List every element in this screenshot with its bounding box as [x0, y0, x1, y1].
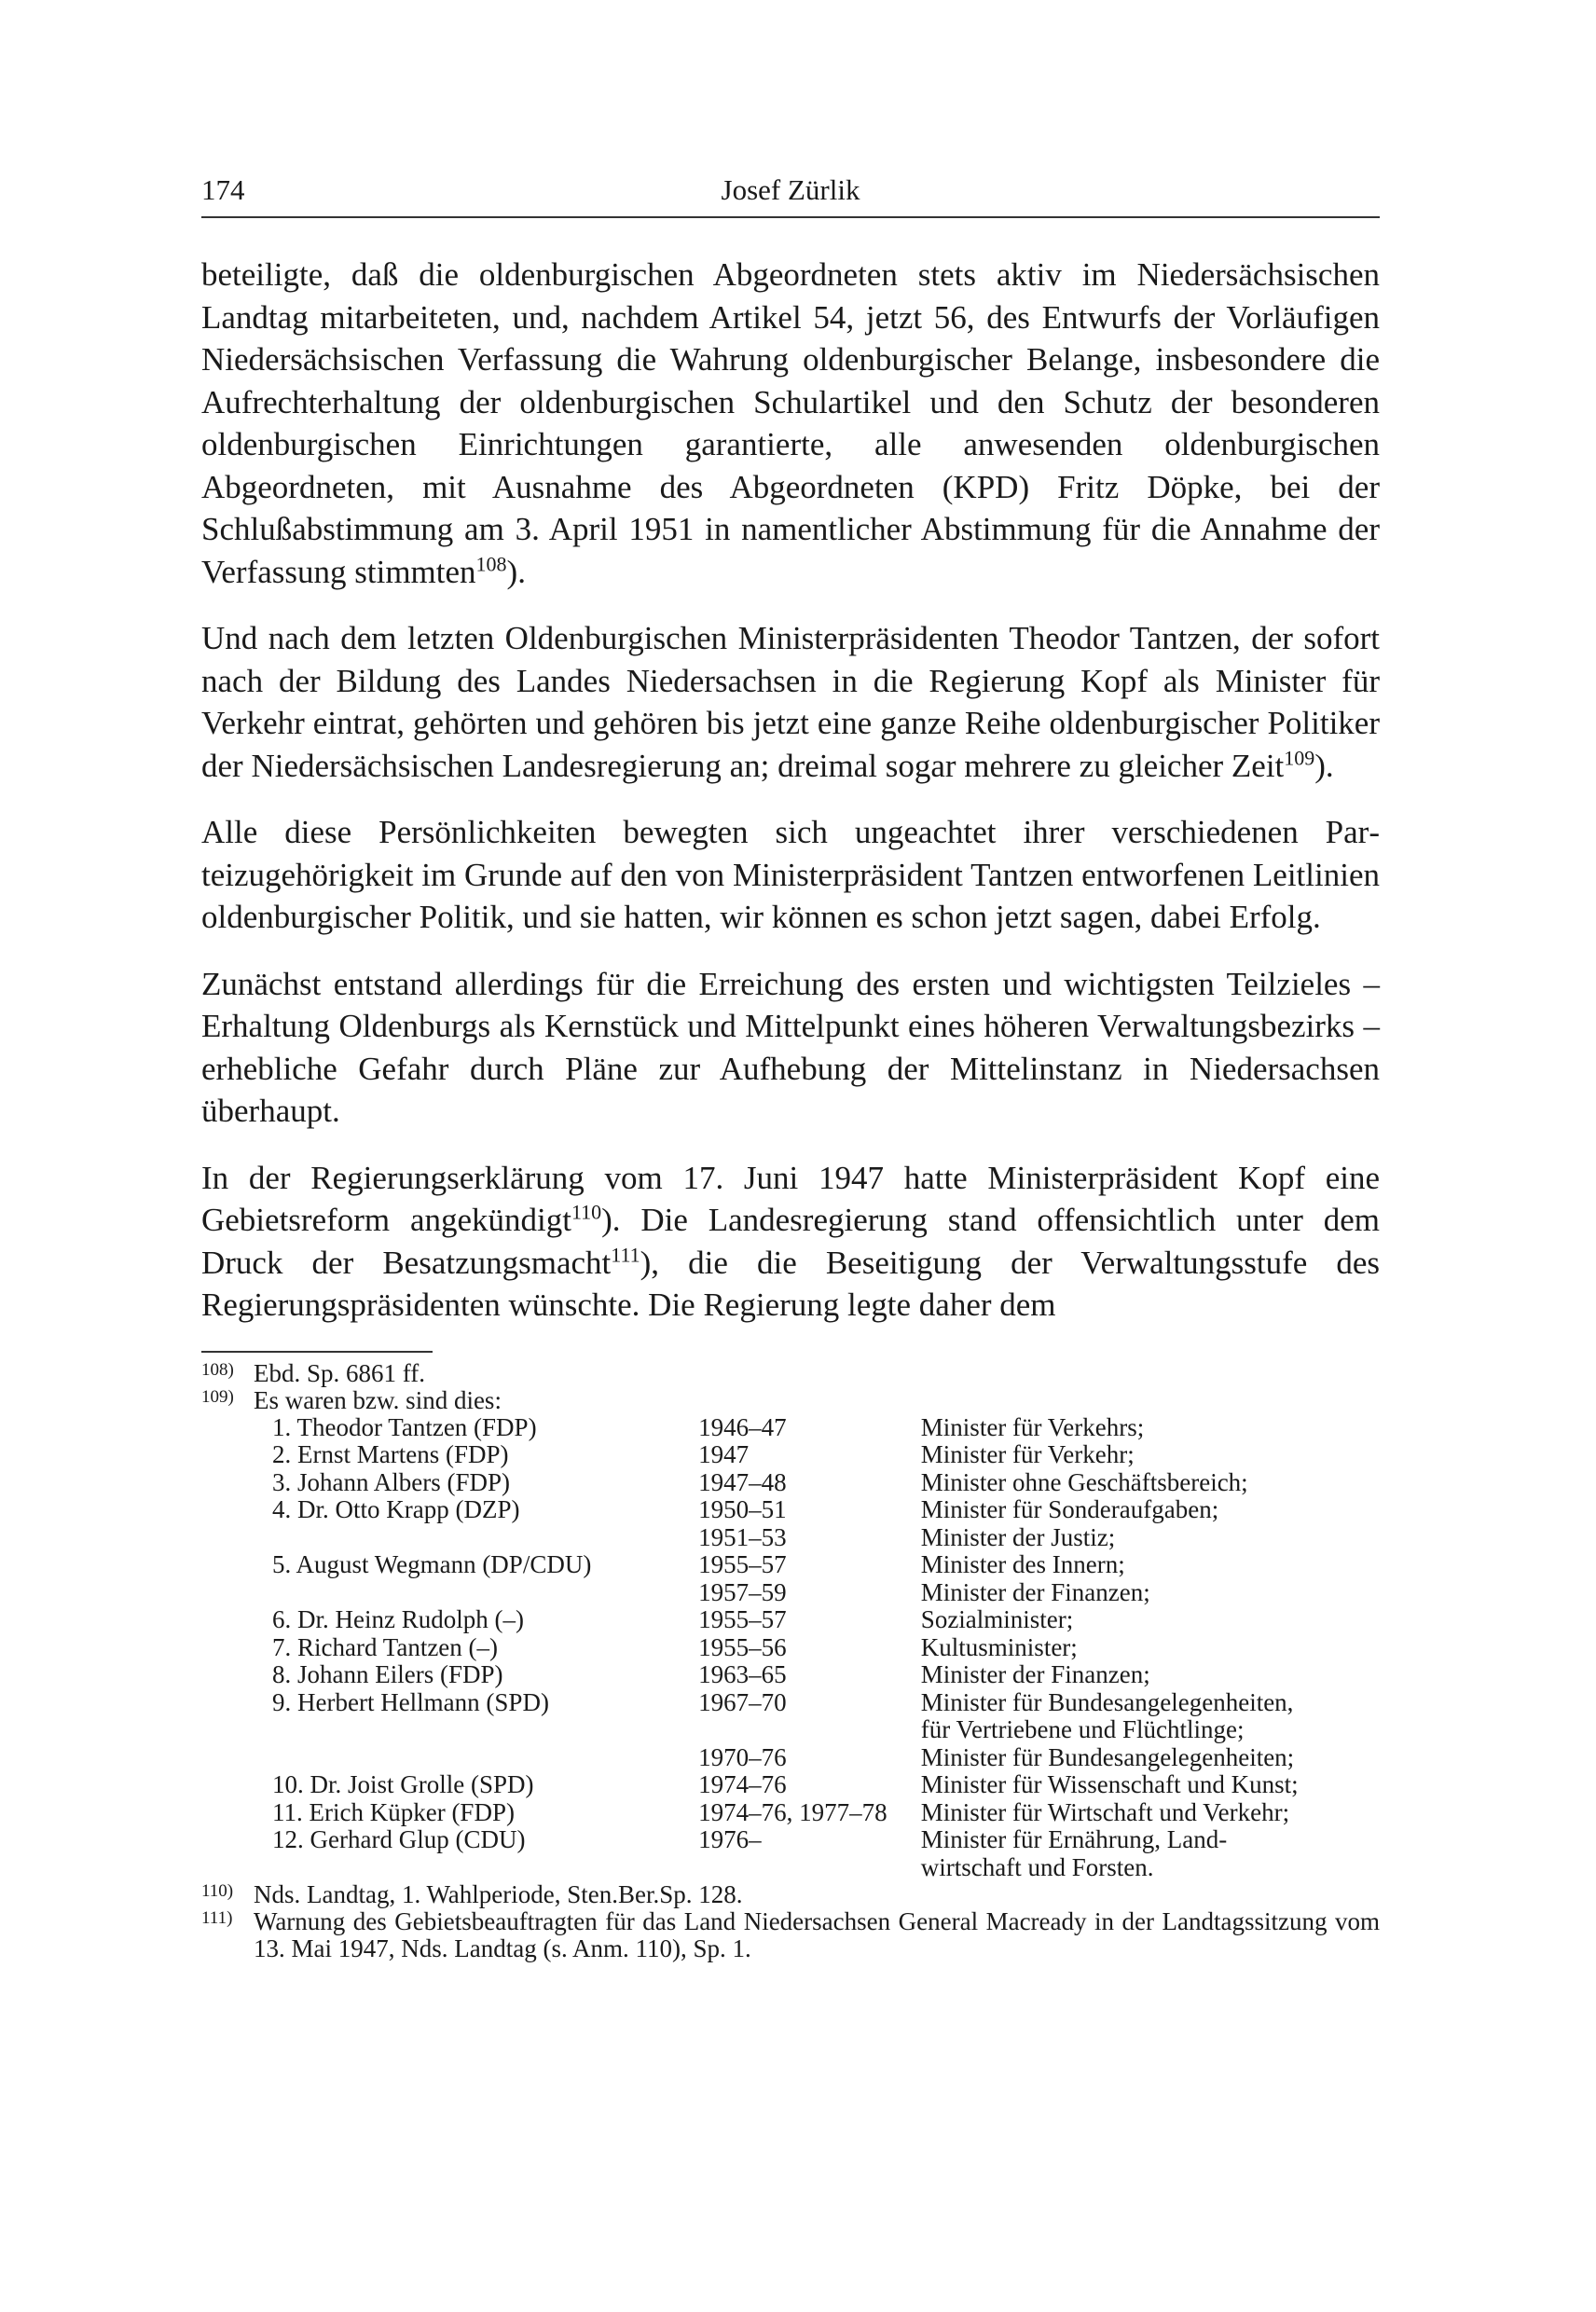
minister-name: 3. Johann Albers (FDP) [272, 1467, 510, 1496]
table-row [272, 1771, 1380, 1799]
table-row [272, 1689, 1380, 1717]
footnote-111: 111) Warnung des Gebietsbeauftragten für das Land Niedersachsen General Macready in der Landtagssitzung vom 13. Mai 1947, Nds. Landtag (s. Anm. 110), Sp. 1. [201, 1907, 1380, 1962]
footnote-ref-108[interactable]: 108 [475, 551, 507, 575]
minister-name: 9. Herbert Hellmann (SPD) [272, 1687, 549, 1716]
minister-years: 1974–76 [698, 1770, 787, 1798]
table-row [272, 1551, 1380, 1579]
minister-name: 8. Johann Eilers (FDP) [272, 1660, 503, 1688]
footnote-110: 110) Nds. Landtag, 1. Wahlperiode, Sten.Ber.Sp. 128. [201, 1880, 743, 1908]
table-row [272, 1606, 1380, 1634]
minister-office: Minister der Justiz; [920, 1522, 1116, 1551]
paragraph-3: Alle diese Persönlichkeiten bewegten sich ungeachtet ihrer verschiedenen Parteizugehörigkeit im Grunde auf den von Ministerpräsident Tantzen entworfenen Leitlinien oldenburgischer Politik, und sie hatten, wir können es schon jetzt sagen, dabei Erfolg. [201, 814, 1380, 935]
minister-years: 1955–56 [698, 1632, 787, 1661]
minister-name [272, 1579, 698, 1607]
minister-years: 1955–57 [698, 1605, 787, 1633]
minister-office: Minister des Innern; [920, 1550, 1125, 1578]
table-row [272, 1496, 1380, 1524]
footnote-ref-110[interactable]: 110 [571, 1200, 602, 1224]
body-text [201, 254, 1380, 1327]
minister-years: 1963–65 [698, 1660, 787, 1688]
minister-office: Minister für Ernährung, Land- [920, 1825, 1228, 1853]
minister-name [272, 1854, 698, 1882]
footnote-mark: 108) [201, 1359, 234, 1380]
table-row [272, 1579, 1380, 1607]
footnote-mark: 110) [201, 1881, 234, 1901]
minister-name [272, 1744, 698, 1772]
minister-office: für Vertriebene und Flüchtlinge; [920, 1715, 1245, 1743]
minister-office: Kultusminister; [920, 1632, 1078, 1661]
minister-name: 5. August Wegmann (DP/CDU) [272, 1550, 592, 1578]
minister-years: 1951–53 [698, 1522, 787, 1551]
minister-office: Minister für Sonderaufgaben; [920, 1495, 1219, 1523]
minister-office: Minister der Finanzen; [920, 1660, 1150, 1688]
paragraph-2: Und nach dem letzten Oldenburgischen Ministerpräsidenten Theodor Tantzen, der sofort nach der Bildung des Landes Niedersachsen in die Regierung Kopf als Minister für Verkehr eintrat, gehörten und gehören bis jetzt eine ganze Reihe oldenburgischer Politiker der Niedersächsischen Landesregierung an; dreimal sogar mehrere zu gleicher Zeit$^{109}$). [201, 620, 1380, 784]
table-row [272, 1799, 1380, 1827]
footnotes [201, 1360, 1380, 1963]
minister-name: 4. Dr. Otto Krapp (DZP) [272, 1495, 520, 1523]
minister-name: 1. Theodor Tantzen (FDP) [272, 1412, 537, 1441]
running-head [201, 164, 1380, 218]
minister-office: Minister für Wirtschaft und Verkehr; [920, 1797, 1290, 1826]
table-row [272, 1826, 1380, 1854]
table-row [272, 1854, 1380, 1882]
minister-years: 1970–76 [698, 1742, 787, 1771]
minister-years: 1947 [698, 1440, 750, 1468]
minister-years: 1957–59 [698, 1577, 787, 1606]
table-row [272, 1441, 1380, 1469]
footnote-ref-111[interactable]: 111 [611, 1242, 640, 1266]
minister-office: Minister für Bundesangelegenheiten; [920, 1742, 1295, 1771]
minister-name: 7. Richard Tantzen (–) [272, 1632, 499, 1661]
minister-name: 11. Erich Küpker (FDP) [272, 1797, 515, 1826]
minister-office: Minister für Verkehrs; [920, 1412, 1145, 1441]
running-title: Josef Zürlik [721, 173, 860, 206]
page-number: 174 [201, 173, 245, 206]
minister-name: 6. Dr. Heinz Rudolph (–) [272, 1605, 524, 1633]
ministers-table-body [272, 1414, 1380, 1882]
table-row [272, 1661, 1380, 1689]
minister-years: 1947–48 [698, 1467, 787, 1496]
minister-years [698, 1716, 921, 1744]
table-row [272, 1634, 1380, 1662]
document-page [201, 164, 1380, 1962]
minister-office: Minister ohne Geschäftsbereich; [920, 1467, 1248, 1496]
minister-name [272, 1716, 698, 1744]
minister-name: 2. Ernst Martens (FDP) [272, 1440, 509, 1468]
minister-years: 1967–70 [698, 1687, 787, 1716]
ministers-table [272, 1414, 1380, 1882]
minister-years: 1976– [698, 1825, 762, 1853]
table-row [272, 1469, 1380, 1497]
minister-years: 1974–76, 1977–78 [698, 1797, 887, 1826]
footnote-109: 109) Es waren bzw. sind dies: 1. Theodor Tantzen (FDP) 1946–47 Minister für Verkehrs; 2. Ernst Martens (FDP) 1947 Minister für Verkehr; 3. Johann Albers (FDP) 1947–48 Minister ohne Geschäftsbereich; 4. Dr. Otto Krapp (DZP) 1950–51 Minister für Sonderaufgaben; 1951–53 Minister der Justiz; 5. August Wegmann (DP/CDU) 1955–57 Minister des Innern; 1957–59 Minister der Finanzen; 6. Dr. Heinz Rudolph (–) 1955–57 Sozialminister; 7. Richard Tantzen (–) 1955–56 Kultusminister; 8. Johann Eilers (FDP) 1963–65 Minister der Finanzen; 9. Herbert Hellmann (SPD) 1967–70 Minister für Bundesangelegenheiten, für Vertriebene und Flüchtlinge; 1970–76 Minister für Bundesangelegenheiten; 10. Dr. Joist Grolle (SPD) 1974–76 Minister für Wissenschaft und Kunst; 11. Erich Küpker (FDP) 1974–76, 1977–78 Minister für Wirtschaft und Verkehr; 12. Gerhard Glup (CDU) 1976– Minister für Ernährung, Land- wirtschaft und Forsten. [201, 1387, 1380, 1882]
minister-name: 10. Dr. Joist Grolle (SPD) [272, 1770, 534, 1798]
minister-office: Minister für Verkehr; [920, 1440, 1135, 1468]
paragraph-4: Zunächst entstand allerdings für die Erreichung des ersten und wichtigsten Teilzieles – Erhaltung Oldenburgs als Kernstück und Mittelpunkt eines höheren Verwaltungsbezirks – erhebliche Gefahr durch Pläne zur Aufhebung der Mittelinstanz in Niedersachsen überhaupt. [201, 965, 1380, 1129]
minister-years [698, 1854, 921, 1882]
table-row [272, 1524, 1380, 1552]
table-row [272, 1716, 1380, 1744]
table-row [272, 1744, 1380, 1772]
footnote-mark: 111) [201, 1908, 233, 1928]
table-row [272, 1414, 1380, 1442]
footnote-divider [201, 1351, 433, 1353]
footnote-ref-109[interactable]: 109 [1284, 745, 1315, 769]
minister-office: wirtschaft und Forsten. [920, 1852, 1154, 1881]
footnote-108: 108) Ebd. Sp. 6861 ff. [201, 1358, 426, 1387]
minister-office: Minister der Finanzen; [920, 1577, 1150, 1606]
minister-years: 1946–47 [698, 1412, 787, 1441]
minister-office: Minister für Bundesangelegenheiten, [920, 1687, 1294, 1716]
minister-office: Sozialminister; [920, 1605, 1074, 1633]
paragraph-1: beteiligte, daß die oldenburgischen Abgeordneten stets aktiv im Niedersächsischen Landtag mitarbeiteten, und, nachdem Artikel 54, jetzt 56, des Entwurfs der Vorläufigen Niedersächsischen Verfassung die Wahrung oldenburgischer Belange, insbesondere die Aufrechterhaltung der oldenburgischen Schulartikel und den Schutz der besonderen oldenburgischen Einrichtungen garantierte, alle anwesenden oldenburgischen Abgeordneten, mit Ausnahme des Abgeordneten (KPD) Fritz Döpke, bei der Schlußabstimmung am 3. April 1951 in namentlicher Abstimmung für die Annahme der Verfassung stimmten$^{108}$). [201, 256, 1380, 590]
footnote-mark: 109) [201, 1386, 234, 1407]
minister-years: 1950–51 [698, 1495, 787, 1523]
minister-name: 12. Gerhard Glup (CDU) [272, 1825, 526, 1853]
minister-years: 1955–57 [698, 1550, 787, 1578]
minister-name [272, 1524, 698, 1552]
minister-office: Minister für Wissenschaft und Kunst; [920, 1770, 1299, 1798]
paragraph-5: In der Regierungserklärung vom 17. Juni 1947 hatte Ministerpräsident Kopf eine Gebietsreform angekündigt$^{110}$). Die Landesregierung stand offensichtlich unter dem Druck der Besatzungsmacht$^{111}$), die die Beseitigung der Verwaltungsstufe des Regierungspräsidenten wünschte. Die Regierung legte daher dem [201, 1159, 1380, 1323]
